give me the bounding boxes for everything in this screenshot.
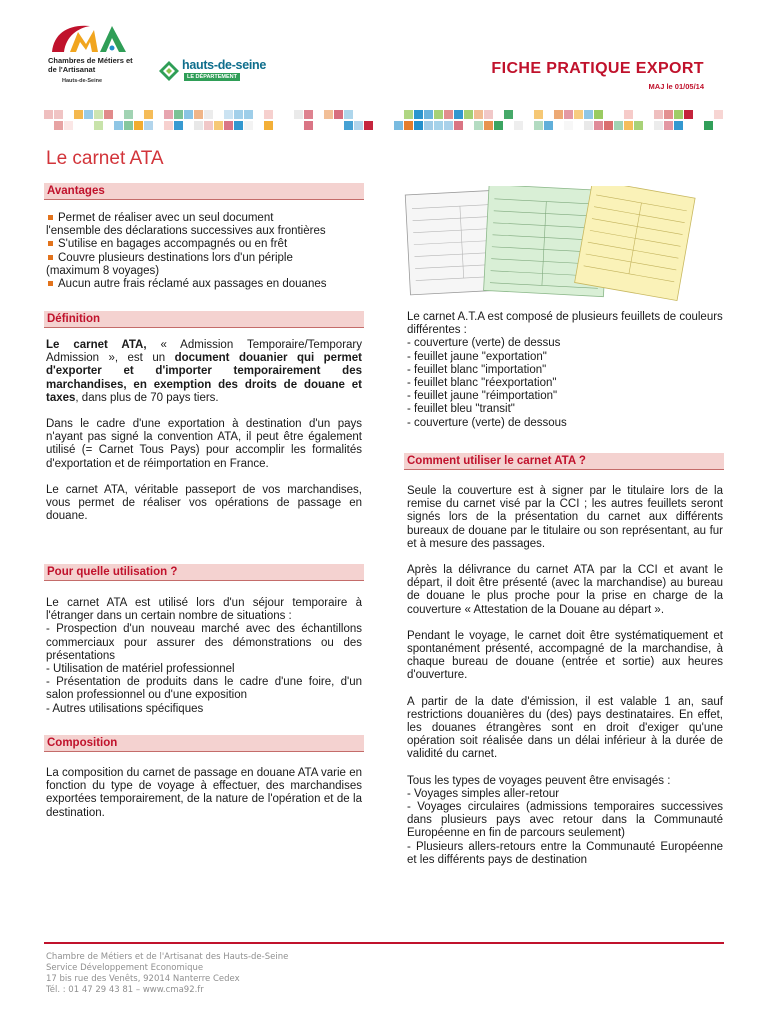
list-item: - Présentation de produits dans le cadre d'une foire, d'un salon professionnel ou d'une exposition [46, 676, 362, 702]
mosaic-tile [94, 110, 103, 119]
list-item: - feuillet jaune "réimportation" [407, 390, 558, 403]
mosaic-tile [404, 121, 413, 130]
bullet-icon [48, 215, 53, 220]
mosaic-tile [604, 121, 613, 130]
mosaic-tile [684, 110, 693, 119]
document-title: Le carnet ATA [46, 148, 164, 169]
mosaic-tile [514, 121, 523, 130]
list-item: - feuillet blanc "réexportation" [407, 377, 557, 390]
mosaic-tile [324, 110, 333, 119]
mosaic-tile [74, 110, 83, 119]
mosaic-tile [434, 121, 443, 130]
mosaic-tile [64, 121, 73, 130]
mosaic-tile [474, 110, 483, 119]
fiche-date: MAJ le 01/05/14 [648, 82, 704, 91]
mosaic-tile [574, 110, 583, 119]
mosaic-tile [304, 121, 313, 130]
mosaic-tile [144, 121, 153, 130]
list-item: - couverture (verte) de dessous [407, 416, 567, 429]
mosaic-tile [584, 110, 593, 119]
section-header-composition [44, 735, 364, 752]
comment-paragraph: Pendant le voyage, le carnet doit être systématiquement et spontanément présenté, accompagné de la marchandise, à chaque bureau de douane (entrée et sortie) aux heures d'ouverture. [407, 629, 723, 682]
mosaic-tile [444, 110, 453, 119]
mosaic-tile [344, 110, 353, 119]
footer-organisation: Chambre de Métiers et de l'Artisanat des Hauts-de-Seine [46, 952, 289, 962]
list-item: Couvre plusieurs destinations lors d'un périple [46, 252, 366, 265]
mosaic-tile [704, 121, 713, 130]
mosaic-tile [304, 110, 313, 119]
composition-body: La composition du carnet de passage en douane ATA varie en fonction du type de voyage à effectuer, des marchandises exportées temporairement, de la nature de l'opération et de la destination. [46, 767, 362, 819]
list-item: - Voyages circulaires (admissions temporaires successives dans plusieurs pays avec retour dans la Communauté Européenne en fin de parcours seulement) [407, 801, 723, 840]
mosaic-tile [584, 121, 593, 130]
mosaic-tile [564, 110, 573, 119]
mosaic-tile [624, 110, 633, 119]
mosaic-tile [484, 110, 493, 119]
page-header [0, 0, 768, 110]
mosaic-tile [474, 121, 483, 130]
section-header-utilisation [44, 564, 364, 581]
mosaic-tile [624, 121, 633, 130]
mosaic-tile [534, 110, 543, 119]
mosaic-tile [264, 121, 273, 130]
mosaic-tile [184, 110, 193, 119]
mosaic-tile [664, 110, 673, 119]
mosaic-tile [224, 110, 233, 119]
mosaic-tile [364, 121, 373, 130]
list-item: - Plusieurs allers-retours entre la Communauté Européenne et les différents pays de destination [407, 840, 723, 866]
page-footer [46, 952, 288, 996]
list-item: Permet de réaliser avec un seul document [46, 212, 366, 225]
footer-contact: Tél. : 01 47 29 43 81 – www.cma92.fr [46, 985, 204, 995]
mosaic-tile [164, 121, 173, 130]
section-title-comment: Comment utiliser le carnet ATA ? [407, 455, 586, 467]
list-item: - feuillet jaune "exportation" [407, 350, 547, 363]
hauts-de-seine-subtitle: LE DÉPARTEMENT [184, 73, 240, 81]
section-header-definition [44, 311, 364, 328]
list-item: - Autres utilisations spécifiques [46, 702, 204, 715]
comment-voyages-intro: Tous les types de voyages peuvent être envisagés : [407, 774, 671, 787]
list-item: Aucun autre frais réclamé aux passages en douanes [46, 278, 366, 291]
mosaic-tile [164, 110, 173, 119]
bullet-icon [48, 255, 53, 260]
mosaic-tile [54, 121, 63, 130]
mosaic-tile [174, 121, 183, 130]
mosaic-tile [224, 121, 233, 130]
list-item: - feuillet bleu "transit" [407, 403, 515, 416]
footer-service: Service Développement Economique [46, 963, 204, 973]
definition-paragraph: Dans le cadre d'une exportation à destination d'un pays n'ayant pas signé la convention ATA, il peut être également utilisé (= Carnet Tous Pays) pour accomplir les formalités d'exportation et de réimportation en France. [46, 418, 362, 470]
mosaic-tile [354, 121, 363, 130]
mosaic-tile [214, 121, 223, 130]
mosaic-tile [444, 121, 453, 130]
mosaic-tile [264, 110, 273, 119]
list-item: - feuillet blanc "importation" [407, 363, 547, 376]
section-title-definition: Définition [47, 313, 101, 325]
comment-paragraph: A partir de la date d'émission, il est valable 1 an, sauf restrictions douanières du (des) pays destinataires. En effet, les douanes étrangères sont en droit d'exiger qu'une opération soit réalisée dans un délai inférieur à la durée de validité du carnet. [407, 695, 723, 761]
mosaic-tile [294, 110, 303, 119]
mosaic-tile [564, 121, 573, 130]
decorative-mosaic-band [44, 110, 724, 132]
comment-body [407, 485, 723, 867]
mosaic-tile [454, 121, 463, 130]
mosaic-tile [84, 110, 93, 119]
list-item: - Prospection d'un nouveau marché avec des échantillons commerciaux pour assurer des démonstrations ou des présentations [46, 623, 362, 662]
definition-body [46, 339, 362, 536]
list-item: (maximum 8 voyages) [46, 264, 160, 277]
footer-address: 17 bis rue des Venêts, 92014 Nanterre Cedex [46, 974, 240, 984]
utilisation-body [46, 597, 362, 716]
mosaic-tile [714, 110, 723, 119]
mosaic-tile [344, 121, 353, 130]
section-title-avantages: Avantages [47, 185, 105, 197]
mosaic-tile [134, 121, 143, 130]
list-item: - Utilisation de matériel professionnel [46, 663, 235, 676]
mosaic-tile [674, 110, 683, 119]
section-header-avantages [44, 183, 364, 200]
list-item: S'utilise en bagages accompagnés ou en frêt [46, 238, 366, 251]
mosaic-tile [544, 121, 553, 130]
mosaic-tile [414, 110, 423, 119]
mosaic-tile [554, 110, 563, 119]
section-header-comment [404, 453, 724, 470]
mosaic-tile [414, 121, 423, 130]
section-title-utilisation: Pour quelle utilisation ? [47, 566, 178, 578]
mosaic-tile [534, 121, 543, 130]
footer-divider [44, 942, 724, 944]
mosaic-tile [464, 110, 473, 119]
mosaic-tile [334, 110, 343, 119]
mosaic-tile [654, 121, 663, 130]
mosaic-tile [594, 121, 603, 130]
list-item: l'ensemble des déclarations successives aux frontières [46, 225, 326, 238]
definition-paragraph: Le carnet ATA, « Admission Temporaire/Temporary Admission », est un document douanier qui permet d'exporter et d'importer temporairement des marchandises, en exemption des droits de douane et taxes, dans plus de 70 pays tiers. [46, 339, 362, 404]
mosaic-tile [104, 110, 113, 119]
mosaic-tile [594, 110, 603, 119]
carnet-ata-forms-image [404, 186, 704, 304]
mosaic-tile [244, 110, 253, 119]
mosaic-tile [204, 121, 213, 130]
mosaic-tile [114, 121, 123, 130]
mosaic-tile [204, 110, 213, 119]
mosaic-tile [94, 121, 103, 130]
definition-paragraph: Le carnet ATA, véritable passeport de vos marchandises, vous permet de réaliser vos opérations de passage en douane. [46, 483, 362, 523]
mosaic-tile [234, 110, 243, 119]
mosaic-tile [174, 110, 183, 119]
mosaic-tile [54, 110, 63, 119]
comment-paragraph: Après la délivrance du carnet ATA par la CCI et avant le départ, il doit être présenté (avec la marchandise) au bureau de douane le plus proche pour la prise en charge de la couverture « Attestation de la Douane au départ ». [407, 564, 723, 616]
bullet-icon [48, 241, 53, 246]
hauts-de-seine-leaf-icon [158, 60, 180, 82]
mosaic-tile [194, 110, 203, 119]
mosaic-tile [244, 121, 253, 130]
mosaic-tile [494, 121, 503, 130]
mosaic-tile [614, 121, 623, 130]
mosaic-tile [44, 110, 53, 119]
mosaic-tile [124, 110, 133, 119]
cma-logo-mark [48, 20, 132, 54]
bullet-icon [48, 281, 53, 286]
mosaic-tile [434, 110, 443, 119]
section-title-composition: Composition [47, 737, 118, 749]
list-item: - Voyages simples aller-retour [407, 787, 560, 800]
mosaic-tile [234, 121, 243, 130]
fiche-title: FICHE PRATIQUE EXPORT [491, 60, 704, 77]
mosaic-tile [144, 110, 153, 119]
cma-logo [44, 20, 134, 100]
avantages-list [46, 212, 366, 291]
hauts-de-seine-name: hauts-de-seine [182, 58, 267, 72]
mosaic-tile [454, 110, 463, 119]
mosaic-tile [394, 121, 403, 130]
cma-name: Chambres de Métiers et de l'Artisanat [48, 56, 133, 74]
mosaic-tile [424, 110, 433, 119]
mosaic-tile [664, 121, 673, 130]
mosaic-tile [194, 121, 203, 130]
mosaic-tile [674, 121, 683, 130]
feuillets-intro: Le carnet A.T.A est composé de plusieurs feuillets de couleurs différentes : [407, 311, 723, 337]
utilisation-intro: Le carnet ATA est utilisé lors d'un séjour temporaire à l'étranger dans un certain nombre de situations : [46, 597, 362, 623]
mosaic-tile [424, 121, 433, 130]
feuillets-body [407, 311, 723, 430]
comment-paragraph: Seule la couverture est à signer par le titulaire lors de la remise du carnet visé par la CCI ; les autres feuillets seront signés lors de la présentation du carnet aux différents bureaux de douane par le titulaire ou son représentant, au fur et à mesure des passages. [407, 485, 723, 550]
mosaic-tile [654, 110, 663, 119]
mosaic-tile [124, 121, 133, 130]
hauts-de-seine-logo [158, 58, 278, 88]
list-item: - couverture (verte) de dessus [407, 337, 561, 350]
cma-subtitle: Hauts-de-Seine [62, 78, 103, 84]
mosaic-tile [484, 121, 493, 130]
mosaic-tile [634, 121, 643, 130]
mosaic-tile [404, 110, 413, 119]
mosaic-tile [504, 110, 513, 119]
